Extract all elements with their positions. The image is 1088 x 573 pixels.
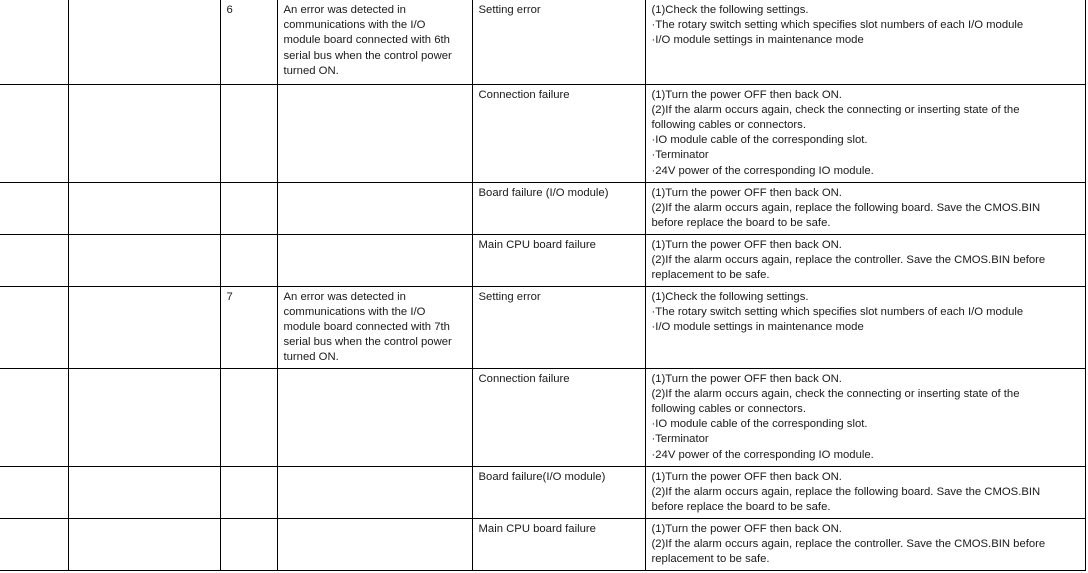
alarm-code-cell — [220, 466, 277, 518]
cause-cell — [472, 0, 645, 84]
cause-cell — [472, 368, 645, 466]
description-line: serial bus when the control power — [283, 336, 452, 349]
table-row — [0, 0, 1085, 84]
blank-cell-a — [0, 286, 68, 368]
blank-cell-b — [68, 84, 220, 182]
remedy-line: (1)Turn the power OFF then back ON. — [651, 372, 842, 385]
cause-text: Main CPU board failure — [478, 522, 596, 535]
remedy-line: before replace the board to be safe. — [651, 500, 831, 513]
remedy-line: (1)Turn the power OFF then back ON. — [651, 186, 842, 199]
remedy-line: (2)If the alarm occurs again, check the connecting or inserting state of the — [651, 387, 1020, 400]
remedy-cell — [645, 234, 1085, 286]
blank-cell-b — [68, 368, 220, 466]
remedy-cell — [645, 286, 1085, 368]
remedy-cell — [645, 84, 1085, 182]
blank-cell-a — [0, 84, 68, 182]
cause-cell — [472, 234, 645, 286]
cause-cell — [472, 518, 645, 570]
alarm-code-cell — [220, 84, 277, 182]
alarm-code-cell — [220, 368, 277, 466]
blank-cell-a — [0, 368, 68, 466]
remedy-line: (1)Turn the power OFF then back ON. — [651, 238, 842, 251]
blank-cell-b — [68, 0, 220, 84]
remedy-line: ·IO module cable of the corresponding slot. — [651, 134, 868, 147]
alarm-description-cell — [277, 234, 472, 286]
cause-text: Main CPU board failure — [478, 238, 596, 251]
alarm-description-cell — [277, 368, 472, 466]
remedy-line: (2)If the alarm occurs again, check the connecting or inserting state of the — [651, 103, 1020, 116]
cause-cell — [472, 84, 645, 182]
remedy-line: ·IO module cable of the corresponding slot. — [651, 418, 868, 431]
blank-cell-a — [0, 518, 68, 570]
remedy-line: (2)If the alarm occurs again, replace the following board. Save the CMOS.BIN — [651, 485, 1041, 498]
blank-cell-a — [0, 0, 68, 84]
alarm-code-cell — [220, 518, 277, 570]
cause-text: Setting error — [478, 4, 541, 16]
table-row — [0, 84, 1085, 182]
alarm-code-cell: 7 — [220, 286, 277, 368]
table-row — [0, 234, 1085, 286]
remedy-cell — [645, 466, 1085, 518]
remedy-line: ·The rotary switch setting which specifies slot numbers of each I/O module — [651, 305, 1024, 318]
description-line: serial bus when the control power — [283, 49, 452, 62]
remedy-line: ·24V power of the corresponding IO module. — [651, 164, 874, 177]
blank-cell-b — [68, 286, 220, 368]
alarm-code-cell: 6 — [220, 0, 277, 84]
remedy-line: (2)If the alarm occurs again, replace the following board. Save the CMOS.BIN — [651, 201, 1041, 214]
description-line: module board connected with 6th — [283, 34, 450, 47]
remedy-cell — [645, 182, 1085, 234]
alarm-code-cell — [220, 182, 277, 234]
cause-text: Board failure (I/O module) — [478, 186, 609, 199]
description-line: An error was detected in — [283, 4, 406, 16]
description-line: turned ON. — [283, 64, 339, 77]
table-row — [0, 286, 1085, 368]
alarm-description-cell — [277, 84, 472, 182]
remedy-line: following cables or connectors. — [651, 118, 806, 131]
description-line: turned ON. — [283, 351, 339, 364]
cause-cell — [472, 466, 645, 518]
remedy-cell — [645, 368, 1085, 466]
blank-cell-a — [0, 234, 68, 286]
description-line: An error was detected in — [283, 290, 406, 303]
remedy-line: ·24V power of the corresponding IO module. — [651, 448, 874, 461]
description-line: communications with the I/O — [283, 19, 426, 32]
remedy-line: ·The rotary switch setting which specifies slot numbers of each I/O module — [651, 19, 1024, 32]
remedy-line: (2)If the alarm occurs again, replace the controller. Save the CMOS.BIN before — [651, 537, 1046, 550]
blank-cell-b — [68, 182, 220, 234]
remedy-line: ·I/O module settings in maintenance mode — [651, 320, 864, 333]
remedy-line: following cables or connectors. — [651, 402, 806, 415]
blank-cell-b — [68, 466, 220, 518]
table-row — [0, 466, 1085, 518]
table-row — [0, 518, 1085, 570]
alarm-description-cell — [277, 182, 472, 234]
cause-text: Connection failure — [478, 372, 570, 385]
remedy-line: replacement to be safe. — [651, 552, 770, 565]
remedy-line: (1)Check the following settings. — [651, 290, 809, 303]
cause-text: Setting error — [478, 290, 541, 303]
blank-cell-b — [68, 234, 220, 286]
remedy-line: (1)Turn the power OFF then back ON. — [651, 470, 842, 483]
remedy-line: (2)If the alarm occurs again, replace the controller. Save the CMOS.BIN before — [651, 253, 1046, 266]
alarm-description-cell — [277, 466, 472, 518]
remedy-line: (1)Turn the power OFF then back ON. — [651, 522, 842, 535]
description-line: module board connected with 7th — [283, 320, 450, 333]
table-row — [0, 182, 1085, 234]
remedy-cell — [645, 518, 1085, 570]
alarm-description-cell — [277, 0, 472, 84]
cause-cell — [472, 286, 645, 368]
remedy-cell — [645, 0, 1085, 84]
cause-text: Board failure(I/O module) — [478, 470, 606, 483]
blank-cell-a — [0, 182, 68, 234]
remedy-line: ·I/O module settings in maintenance mode — [651, 34, 864, 47]
alarm-description-cell — [277, 518, 472, 570]
cause-text: Connection failure — [478, 88, 570, 101]
remedy-line: ·Terminator — [651, 433, 709, 446]
remedy-line: before replace the board to be safe. — [651, 216, 831, 229]
remedy-line: ·Terminator — [651, 149, 709, 162]
alarm-code-cell — [220, 234, 277, 286]
table-row — [0, 368, 1085, 466]
remedy-line: (1)Turn the power OFF then back ON. — [651, 88, 842, 101]
blank-cell-b — [68, 518, 220, 570]
remedy-line: (1)Check the following settings. — [651, 4, 809, 16]
remedy-line: replacement to be safe. — [651, 268, 770, 281]
cause-cell — [472, 182, 645, 234]
alarm-description-cell — [277, 286, 472, 368]
description-line: communications with the I/O — [283, 305, 426, 318]
blank-cell-a — [0, 466, 68, 518]
